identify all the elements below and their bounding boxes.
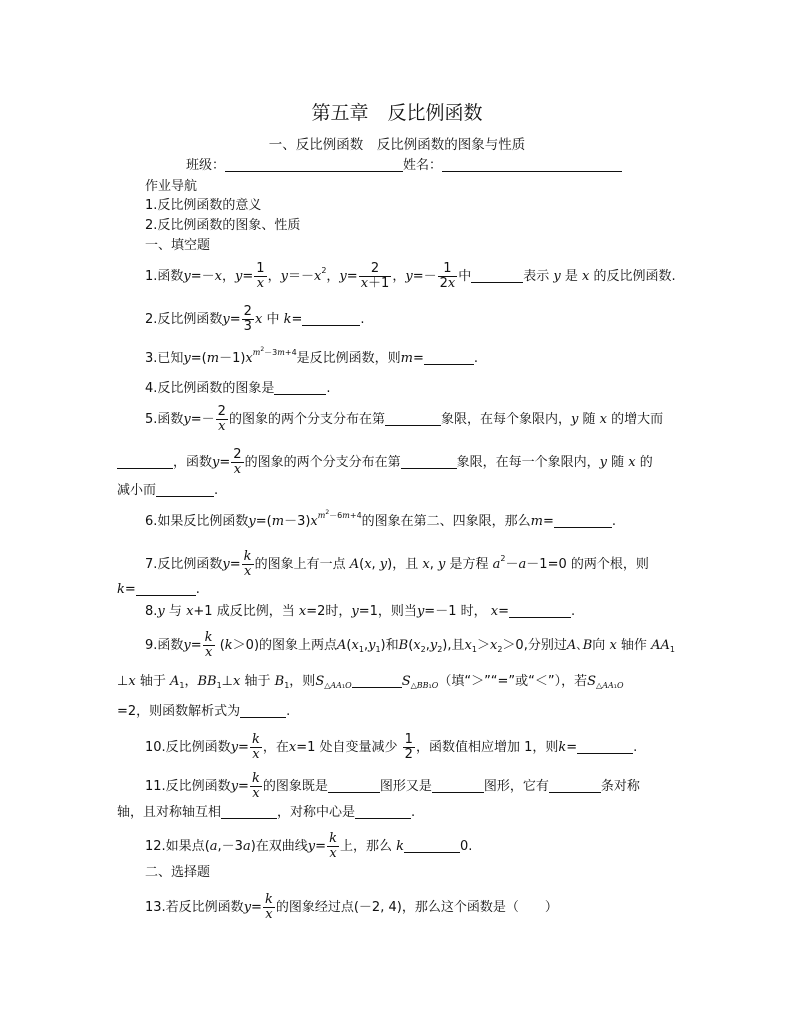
answer-blank <box>432 778 484 793</box>
question-text: 处自变量减少 <box>319 740 398 755</box>
question-text: ,分别过 <box>523 638 567 653</box>
question-11: 11.反比例函数y= $\frac{k}{x}$ 的图象既是 图形又是 图形，它有 条对称 <box>145 771 640 801</box>
fraction: $\frac{2}{x}$ <box>217 404 226 434</box>
question-text: 上，那么 <box>339 839 392 854</box>
question-text: 成反比例，当 <box>216 604 295 619</box>
question-text: 轴，且对称轴互相 <box>117 805 222 820</box>
fraction: $\frac{1}{2x}$ <box>439 261 456 291</box>
answer-blank <box>136 581 196 596</box>
answer-blank <box>221 804 277 819</box>
name-label: 姓名： <box>403 158 443 173</box>
question-text: 和 <box>385 638 399 653</box>
fraction: $\frac{k}{x}$ <box>251 732 260 762</box>
question-9-end <box>117 703 290 721</box>
question-text: 象限，在每个象限内， <box>440 412 571 427</box>
question-text: ，那么这个函数是（ ） <box>401 900 558 915</box>
question-text: ，且 <box>392 557 419 572</box>
question-text: 轴作 <box>620 638 647 653</box>
answer-blank <box>471 268 523 283</box>
fraction: $\frac{1}{x}$ <box>256 261 265 291</box>
question-text: 3.已知 <box>145 351 184 366</box>
question-text: 的图象上有一点 <box>254 557 346 572</box>
answer-blank <box>549 778 601 793</box>
question-text: 的反比例函数. <box>593 269 676 284</box>
question-text: . <box>360 312 365 327</box>
fraction: $\frac{k}{x}$ <box>251 771 260 801</box>
question-text: 12.如果点 <box>145 839 205 854</box>
fraction: $\frac{k}{x}$ <box>264 892 273 922</box>
question-text: . <box>633 740 638 755</box>
answer-blank <box>274 380 326 395</box>
question-text: 2.反比例函数 <box>145 312 223 327</box>
question-text: 的图象既是 <box>262 779 328 794</box>
fraction: $\frac{k}{x}$ <box>204 630 213 660</box>
question-6: 6.如果反比例函数$y=(m-3)x^{m^2-6m+4}$的图象在第二、四象限，那么m= . <box>145 509 617 529</box>
question-text: 条对称 <box>600 779 640 794</box>
question-text: ,且 <box>447 638 465 653</box>
question-1: 1.函数y=－x，y= $\frac{1}{x}$ ，$y=-x^2$，y= $\frac{2}{x+1}$ ，y=－ $\frac{1}{2x}$ 中 表示 y 是 x 的反比例函数. <box>145 261 676 291</box>
question-text: ，对称中心是 <box>277 805 356 820</box>
name-blank <box>442 157 622 172</box>
question-text: . <box>195 582 200 597</box>
question-text: 4.反比例函数的图象是 <box>145 381 275 396</box>
question-text: 中 <box>458 269 472 284</box>
fraction: $\frac{2}{3}$ <box>243 304 252 334</box>
question-10: 10.反比例函数y= $\frac{k}{x}$ ，在x=1 处自变量减少 $\frac{1}{2}$ ，函数值相应增加 1，则k= . <box>145 732 638 762</box>
chapter-title: 第五章 反比例函数 <box>311 102 483 124</box>
question-text: 0. <box>460 839 473 854</box>
section-subtitle: 一、反比例函数 反比例函数的图象与性质 <box>268 137 526 153</box>
question-text: 的图象在第二、四象限，那么 <box>361 514 531 529</box>
question-text: 在双曲线 <box>255 839 308 854</box>
answer-blank <box>424 350 474 365</box>
question-text: 6.如果反比例函数 <box>145 514 249 529</box>
answer-blank <box>385 411 441 426</box>
answer-blank <box>509 603 571 618</box>
question-text: . <box>214 483 219 498</box>
question-text: ，则 <box>289 674 316 689</box>
question-text: 表示 <box>523 269 550 284</box>
fraction: $\frac{2}{x}$ <box>233 447 242 477</box>
question-text: 图形，它有 <box>483 779 549 794</box>
guide-heading: 作业导航 <box>145 179 198 194</box>
question-9: 9.函数y= $\frac{k}{x}$ (k＞0)的图象上两点$A(x_1,y_1)$和$B(x_2,y_2)$,且$x_1>x_2>0$,分别过A､B向 x 轴作 $AA_1$ <box>145 630 675 660</box>
question-12: 12.如果点(a,－3a)在双曲线y= $\frac{k}{x}$ 上，那么 k 0. <box>145 831 473 861</box>
question-text: 11.反比例函数 <box>145 779 231 794</box>
question-text: 9.函数 <box>145 638 184 653</box>
answer-blank <box>554 513 612 528</box>
question-text: 象限，在每一个象限内， <box>456 455 600 470</box>
answer-blank <box>156 482 214 497</box>
question-text: . <box>286 704 291 719</box>
question-8: 8.y 与 x+1 成反比例，当 x=2时，y=1，则当y=－1 时， x= . <box>145 604 576 619</box>
question-text: =2，则函数解析式为 <box>117 704 241 719</box>
question-text: 的 <box>639 455 653 470</box>
question-text: 是反比例函数，则 <box>296 351 401 366</box>
guide-item: 1.反比例函数的意义 <box>145 198 262 213</box>
question-text: 的图象经过点 <box>275 900 354 915</box>
fraction: $\frac{k}{x}$ <box>243 549 252 579</box>
question-text: 减小而 <box>117 483 157 498</box>
question-text: 向 <box>592 638 606 653</box>
question-text: 的图象的两个分支分布在第 <box>228 412 385 427</box>
answer-blank <box>117 454 173 469</box>
question-7: 7.反比例函数y= $\frac{k}{x}$ 的图象上有一点 A(x, y)，且 x, y 是方程 $a^2-a-1=0$ 的两个根，则 <box>145 549 649 579</box>
question-text: 轴于 <box>139 674 166 689</box>
question-2: 2.反比例函数y= $\frac{2}{3}$ x 中 k= . <box>145 304 365 334</box>
question-text: . <box>571 604 576 619</box>
question-text: 随 <box>582 412 596 427</box>
answer-blank <box>352 673 402 688</box>
fraction: $\frac{2}{x+1}$ <box>360 261 390 291</box>
question-text: 的图象上两点 <box>259 638 338 653</box>
question-5: 5.函数y=－ $\frac{2}{x}$ 的图象的两个分支分布在第 象限，在每个象限内，y 随 x 的增大而 <box>145 404 664 434</box>
answer-blank <box>577 739 633 754</box>
question-9-cont: ⊥x 轴于 $A_1$，$BB_1\perp x$ 轴于 $B_1$，则$S_{\triangle AA_1O}$ $S_{\triangle BB_1O}$（填“＞”“=”或“＜”），若$S_{\triangle AA_1O}$ <box>117 674 624 690</box>
question-5-end <box>117 482 218 500</box>
question-text: 图形又是 <box>379 779 432 794</box>
question-text: . <box>326 381 331 396</box>
guide-item: 2.反比例函数的图象、性质 <box>145 218 301 233</box>
question-text: . <box>611 514 617 529</box>
question-text: 与 <box>168 604 182 619</box>
answer-blank <box>355 804 411 819</box>
class-name-line <box>186 157 622 175</box>
question-13: 13.若反比例函数y= $\frac{k}{x}$ 的图象经过点(－2, 4)，那么这个函数是（ ） <box>145 892 558 922</box>
question-text: ，函数 <box>173 455 213 470</box>
question-text: 的图象的两个分支分布在第 <box>244 455 401 470</box>
question-text: ，函数值相应增加 1，则 <box>415 740 559 755</box>
question-text: ， <box>184 674 198 689</box>
section-heading-fill-in: 一、填空题 <box>145 238 211 253</box>
question-7-end: k= . <box>117 582 200 597</box>
fraction: $\frac{k}{x}$ <box>329 831 337 861</box>
answer-blank <box>302 311 360 326</box>
question-text: . <box>411 805 416 820</box>
answer-blank <box>328 778 380 793</box>
question-text: 1.函数 <box>145 269 184 284</box>
question-text: 10.反比例函数 <box>145 740 231 755</box>
question-text: ，在 <box>262 740 289 755</box>
answer-blank <box>404 838 460 853</box>
question-text: 是方程 <box>449 557 489 572</box>
question-text: 时， <box>325 604 352 619</box>
question-text: 中 <box>266 312 280 327</box>
answer-blank <box>401 454 457 469</box>
question-text: 的两个根，则 <box>570 557 649 572</box>
question-text: 的增大而 <box>611 412 664 427</box>
fraction: $\frac{1}{2}$ <box>404 732 413 762</box>
question-text: 13.若反比例函数 <box>145 900 244 915</box>
question-5-cont: ，函数y= $\frac{2}{x}$ 的图象的两个分支分布在第 象限，在每一个象限内，y 随 x 的 <box>117 448 653 477</box>
question-text: （填“＞”“=”或“＜”），若 <box>438 674 588 689</box>
question-text: 随 <box>611 455 625 470</box>
question-text: 时， <box>460 604 487 619</box>
question-text: 8. <box>145 604 158 619</box>
question-text: 7.反比例函数 <box>145 557 223 572</box>
question-text: 是 <box>564 269 578 284</box>
question-11-cont <box>117 804 415 822</box>
question-text: . <box>473 351 479 366</box>
question-3: 3.已知$y=(m-1)x^{m^2-3m+4}$是反比例函数，则m= . <box>145 346 479 366</box>
question-text: ，则当 <box>377 604 417 619</box>
question-text: 轴于 <box>244 674 271 689</box>
class-blank <box>225 157 403 172</box>
class-label: 班级： <box>186 158 226 173</box>
answer-blank <box>240 703 286 718</box>
question-4 <box>145 380 331 398</box>
question-text: 5.函数 <box>145 412 184 427</box>
section-heading-choice: 二、选择题 <box>145 865 211 880</box>
